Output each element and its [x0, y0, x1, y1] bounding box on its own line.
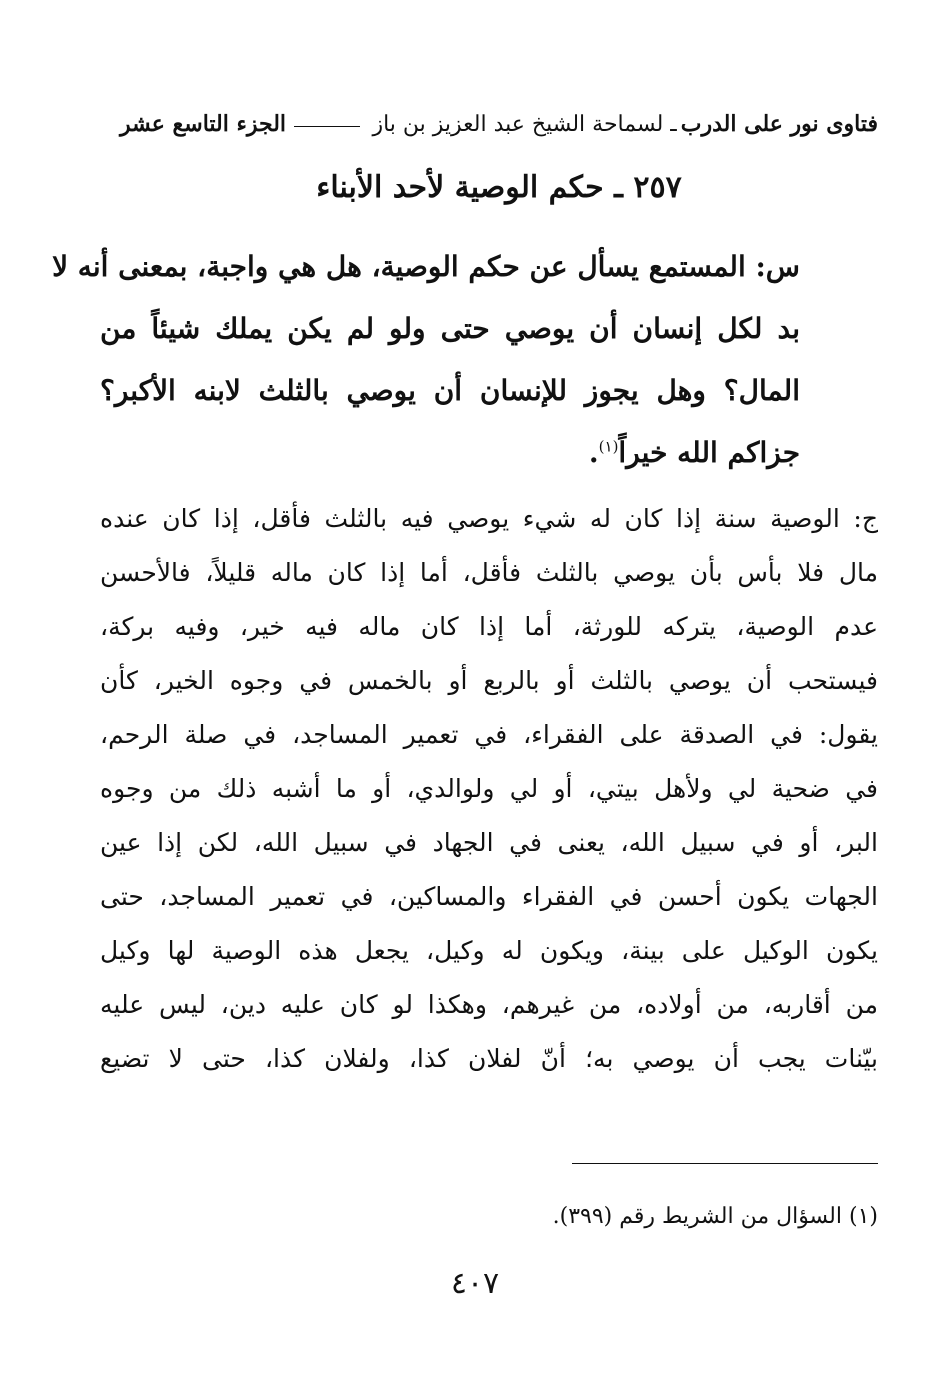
answer-line: من أقاربه، من أولاده، من غيرهم، وهكذا لو كان عليه دين، ليس عليه: [100, 990, 878, 1019]
answer-line: الجهات يكون أحسن في الفقراء والمساكين، في تعمير المساجد، حتى: [100, 882, 878, 911]
question-end-punct: .: [588, 436, 599, 469]
answer-line: مال فلا بأس بأن يوصي بالثلث فأقل، أما إذا كان ماله قليلاً، فالأحسن: [100, 558, 878, 587]
page-number: ٤٠٧: [450, 1266, 500, 1301]
question-line: بد لكل إنسان أن يوصي حتى ولو لم يكن يملك شيئاً من: [100, 312, 800, 345]
answer-line: يقول: في الصدقة على الفقراء، في تعمير المساجد، في صلة الرحم،: [100, 720, 878, 749]
footnote-rule: [572, 1163, 878, 1164]
chapter-title: ٢٥٧ ـ حكم الوصية لأحد الأبناء: [316, 170, 682, 205]
answer-block: [100, 492, 878, 1086]
question-line: المال؟ وهل يجوز للإنسان أن يوصي بالثلث لابنه الأكبر؟: [100, 374, 800, 407]
question-line: جزاكم الله خيراً: [618, 436, 800, 469]
answer-line: البر، أو في سبيل الله، يعنى في الجهاد في سبيل الله، لكن إذا عين: [100, 828, 878, 857]
header-author: ـ لسماحة الشيخ عبد العزيز بن باز: [372, 111, 677, 137]
header-rule: [294, 126, 360, 127]
header-part: الجزء التاسع عشر: [120, 111, 287, 137]
answer-line: في ضحية لي ولأهل بيتي، أو لي ولوالدي، أو ما أشبه ذلك من وجوه: [100, 774, 878, 803]
answer-line: عدم الوصية، يتركه للورثة، أما إذا كان ماله فيه خير، وفيه بركة،: [100, 612, 878, 641]
answer-line: بيّنات يجب أن يوصي به؛ أنّ لفلان كذا، ولفلان كذا، حتى لا تضيع: [100, 1044, 878, 1073]
question-block: [52, 236, 800, 484]
running-header: [120, 106, 878, 142]
answer-line: ج: الوصية سنة إذا كان له شيء يوصي فيه بالثلث فأقل، إذا كان عنده: [100, 504, 878, 533]
answer-line: فيستحب أن يوصي بالثلث أو بالربع أو بالخمس في وجوه الخير، كأن: [100, 666, 878, 695]
question-line-last: [100, 422, 800, 484]
footnote: (١) السؤال من الشريط رقم (٣٩٩).: [552, 1204, 878, 1229]
answer-line: يكون الوكيل على بينة، ويكون له وكيل، يجعل هذه الوصية لها وكيل: [100, 936, 878, 965]
footnote-ref[interactable]: (١): [598, 437, 619, 456]
header-book-title: فتاوى نور على الدرب: [680, 111, 878, 137]
question-line: س: المستمع يسأل عن حكم الوصية، هل هي واجبة، بمعنى أنه لا: [52, 250, 800, 283]
